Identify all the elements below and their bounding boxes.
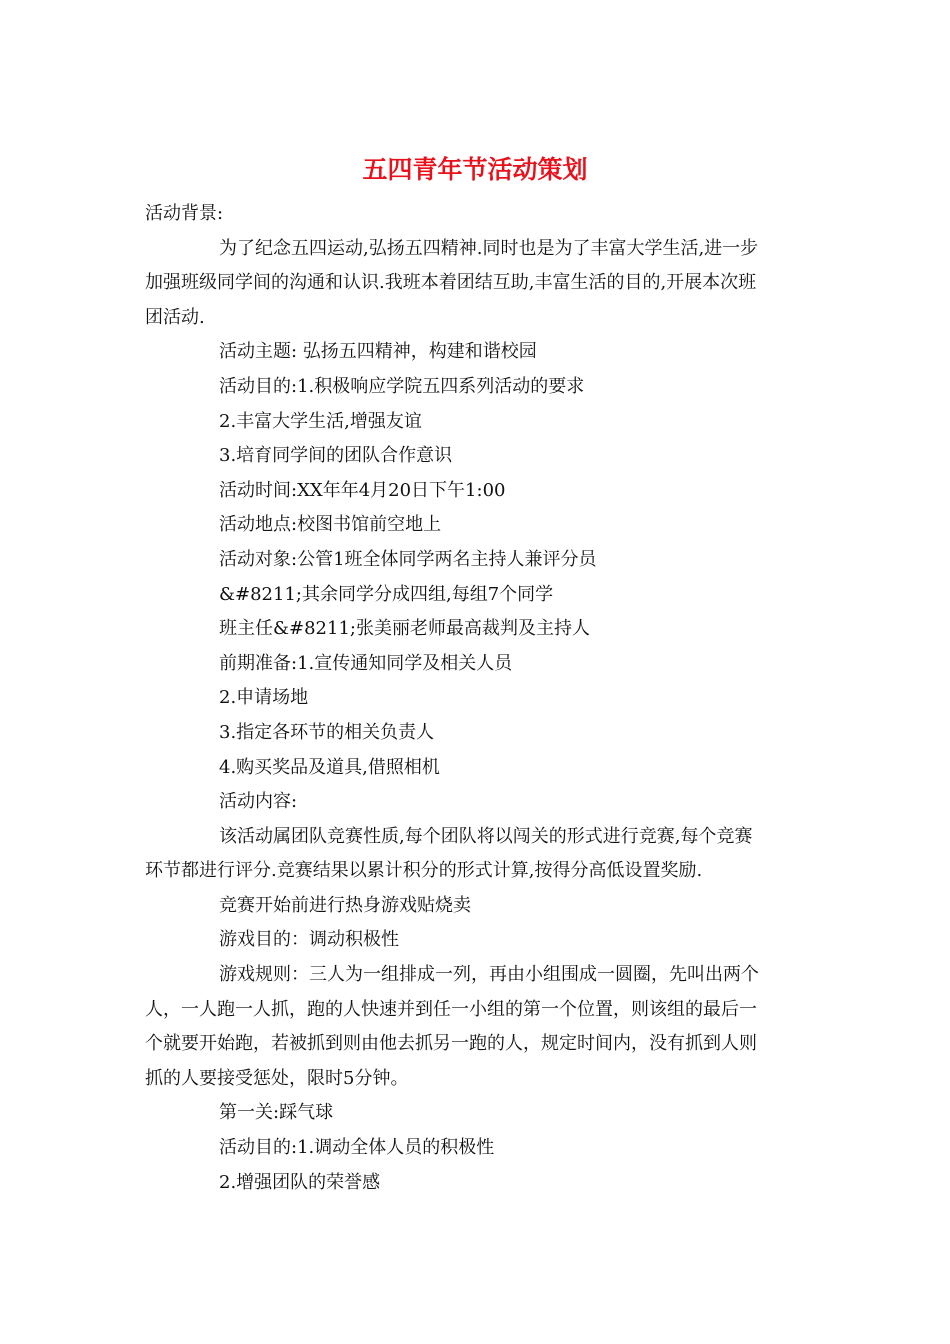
goal-line: 3.培育同学间的团队合作意识 — [219, 445, 453, 467]
content-label: 活动内容: — [219, 791, 298, 813]
rules-line: 个就要开始跑，若被抓到则由他去抓另一跑的人，规定时间内，没有抓到人则 — [145, 1033, 757, 1055]
intro-paragraph — [145, 232, 810, 336]
preparation-line: 2.申请场地 — [219, 687, 309, 709]
game-goal-line: 游戏目的：调动积极性 — [219, 929, 399, 951]
stage-goal-line: 活动目的:1.调动全体人员的积极性 — [219, 1137, 495, 1159]
intro-line: 团活动. — [145, 306, 205, 328]
time-line: 活动时间:XX年年4月20日下午1:00 — [219, 479, 506, 501]
preparation-line: 4.购买奖品及道具,借照相机 — [219, 756, 440, 778]
stage-one-line: 第一关:踩气球 — [219, 1102, 334, 1124]
theme-line: 活动主题: 弘扬五四精神，构建和谐校园 — [219, 341, 537, 363]
location-line: 活动地点:校图书馆前空地上 — [219, 514, 442, 536]
rules-line: 游戏规则：三人为一组排成一列，再由小组围成一圆圈，先叫出两个 — [219, 964, 759, 986]
participants-line: 活动对象:公管1班全体同学两名主持人兼评分员 — [219, 548, 597, 570]
document-title: 五四青年节活动策划 — [362, 155, 588, 184]
participants-line: &#8211;其余同学分成四组,每组7个同学 — [219, 583, 554, 605]
content-line: 该活动属团队竞赛性质,每个团队将以闯关的形式进行竞赛,每个竞赛 — [219, 825, 753, 847]
goal-line: 活动目的:1.积极响应学院五四系列活动的要求 — [219, 375, 585, 397]
participants-line: 班主任&#8211;张美丽老师最高裁判及主持人 — [219, 618, 590, 640]
rules-paragraph — [145, 958, 810, 1096]
content-paragraph — [145, 820, 810, 889]
stage-goal-line: 2.增强团队的荣誉感 — [219, 1171, 381, 1193]
goal-line: 2.丰富大学生活,增强友谊 — [219, 410, 422, 432]
background-label: 活动背景: — [145, 203, 224, 224]
rules-line: 人，一人跑一人抓，跑的人快速并到任一小组的第一个位置，则该组的最后一 — [145, 998, 757, 1020]
preparation-line: 前期准备:1.宣传通知同学及相关人员 — [219, 652, 513, 674]
content-line: 环节都进行评分.竞赛结果以累计积分的形式计算,按得分高低设置奖励. — [145, 860, 703, 882]
preparation-line: 3.指定各环节的相关负责人 — [219, 721, 435, 743]
document-body — [145, 197, 810, 1200]
intro-line: 为了纪念五四运动,弘扬五四精神.同时也是为了丰富大学生活,进一步 — [219, 237, 759, 259]
intro-line: 加强班级同学间的沟通和认识.我班本着团结互助,丰富生活的目的,开展本次班 — [145, 272, 757, 294]
rules-line: 抓的人要接受惩处，限时5分钟。 — [145, 1067, 409, 1089]
warmup-line: 竞赛开始前进行热身游戏贴烧卖 — [219, 894, 471, 916]
